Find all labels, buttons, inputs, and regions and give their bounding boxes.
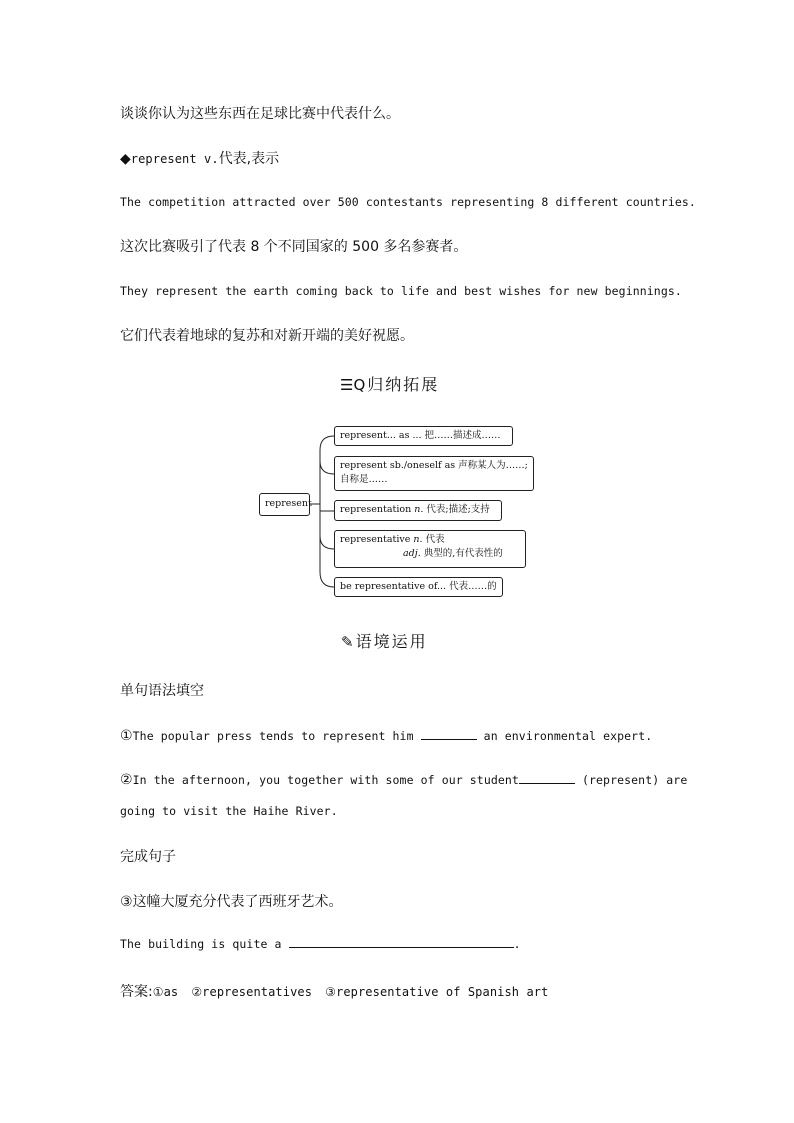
example-2-en: They represent the earth coming back to life and best wishes for new beginnings. [120, 284, 682, 298]
mindmap-branch-3-word: representation [340, 504, 412, 515]
question-3 [120, 937, 521, 951]
intro-text: 谈谈你认为这些东西在足球比赛中代表什么。 [120, 106, 400, 122]
answer-3: ③representative of Spanish art [325, 985, 549, 999]
example-2-cn: 它们代表着地球的复苏和对新开端的美好祝愿。 [120, 328, 414, 344]
summary-icon: ☰Q [340, 376, 366, 394]
mindmap-branch-2-line1: represent sb./oneself as 声称某人为……; [340, 460, 528, 471]
mindmap-branch-4-pos: n. [413, 534, 423, 545]
section1-title: 单句语法填空 [120, 683, 204, 699]
mindmap-root: represent [259, 493, 310, 516]
usage-heading [341, 629, 428, 652]
vocab-entry [120, 148, 279, 168]
mindmap-branch-4 [334, 530, 526, 568]
mindmap-branch-1: represent... as ... 把……描述成…… [334, 426, 513, 446]
mindmap-branch-4-meaning: 代表 [425, 534, 445, 545]
question-3-number: ③ [120, 894, 133, 910]
question-2-text-before: In the afternoon, you together with some of our student [132, 773, 519, 787]
question-3-prompt [120, 891, 343, 911]
question-1 [120, 728, 652, 744]
usage-heading-label: 语境运用 [355, 632, 428, 651]
mindmap-branch-2 [334, 456, 534, 491]
mindmap-branch-4-word: representative [340, 534, 411, 545]
question-3-blank[interactable] [289, 938, 514, 948]
summary-heading [340, 372, 439, 395]
mindmap-branch-5: be representative of... 代表……的 [334, 577, 503, 597]
mindmap-branch-3-meaning: 代表;描述;支持 [426, 504, 490, 515]
answers-label: 答案: [120, 984, 153, 1000]
example-1-cn: 这次比赛吸引了代表 8 个不同国家的 500 多名参赛者。 [120, 239, 468, 255]
example-1-en: The competition attracted over 500 contestants representing 8 different countries. [120, 195, 696, 209]
vocab-meaning: 代表,表示 [218, 151, 280, 167]
question-3-text-after: . [513, 937, 521, 951]
question-2-line2: going to visit the Haihe River. [120, 804, 338, 818]
question-1-number: ① [120, 728, 133, 744]
pencil-icon: ✎ [341, 633, 354, 651]
answer-1: ①as [152, 985, 179, 999]
question-1-blank[interactable] [421, 730, 477, 740]
question-2-number: ② [120, 772, 133, 788]
vocab-pos: v. [204, 152, 219, 166]
mindmap-branch-2-line2: 自称是…… [340, 474, 388, 485]
mindmap-branch-4-meaning2: 典型的,有代表性的 [423, 548, 503, 559]
mindmap-branch-3 [334, 500, 502, 521]
mindmap-branch-4-pos2: adj. [403, 548, 421, 559]
answers [120, 981, 548, 1001]
summary-heading-label: 归纳拓展 [367, 375, 440, 394]
question-2-text-after: (represent) are [581, 773, 688, 787]
mindmap-branch-3-pos: n. [414, 504, 424, 515]
question-2-blank[interactable] [519, 774, 575, 784]
bullet-icon: ◆ [120, 151, 131, 167]
question-3-chinese: 这幢大厦充分代表了西班牙艺术。 [132, 894, 343, 910]
question-1-text-after: an environmental expert. [483, 729, 653, 743]
section2-title: 完成句子 [120, 849, 176, 865]
question-2 [120, 772, 687, 788]
vocab-word: represent [130, 152, 197, 166]
question-3-text-before: The building is quite a [120, 937, 282, 951]
question-1-text-before: The popular press tends to represent him [132, 729, 414, 743]
answer-2: ②representatives [191, 985, 313, 999]
